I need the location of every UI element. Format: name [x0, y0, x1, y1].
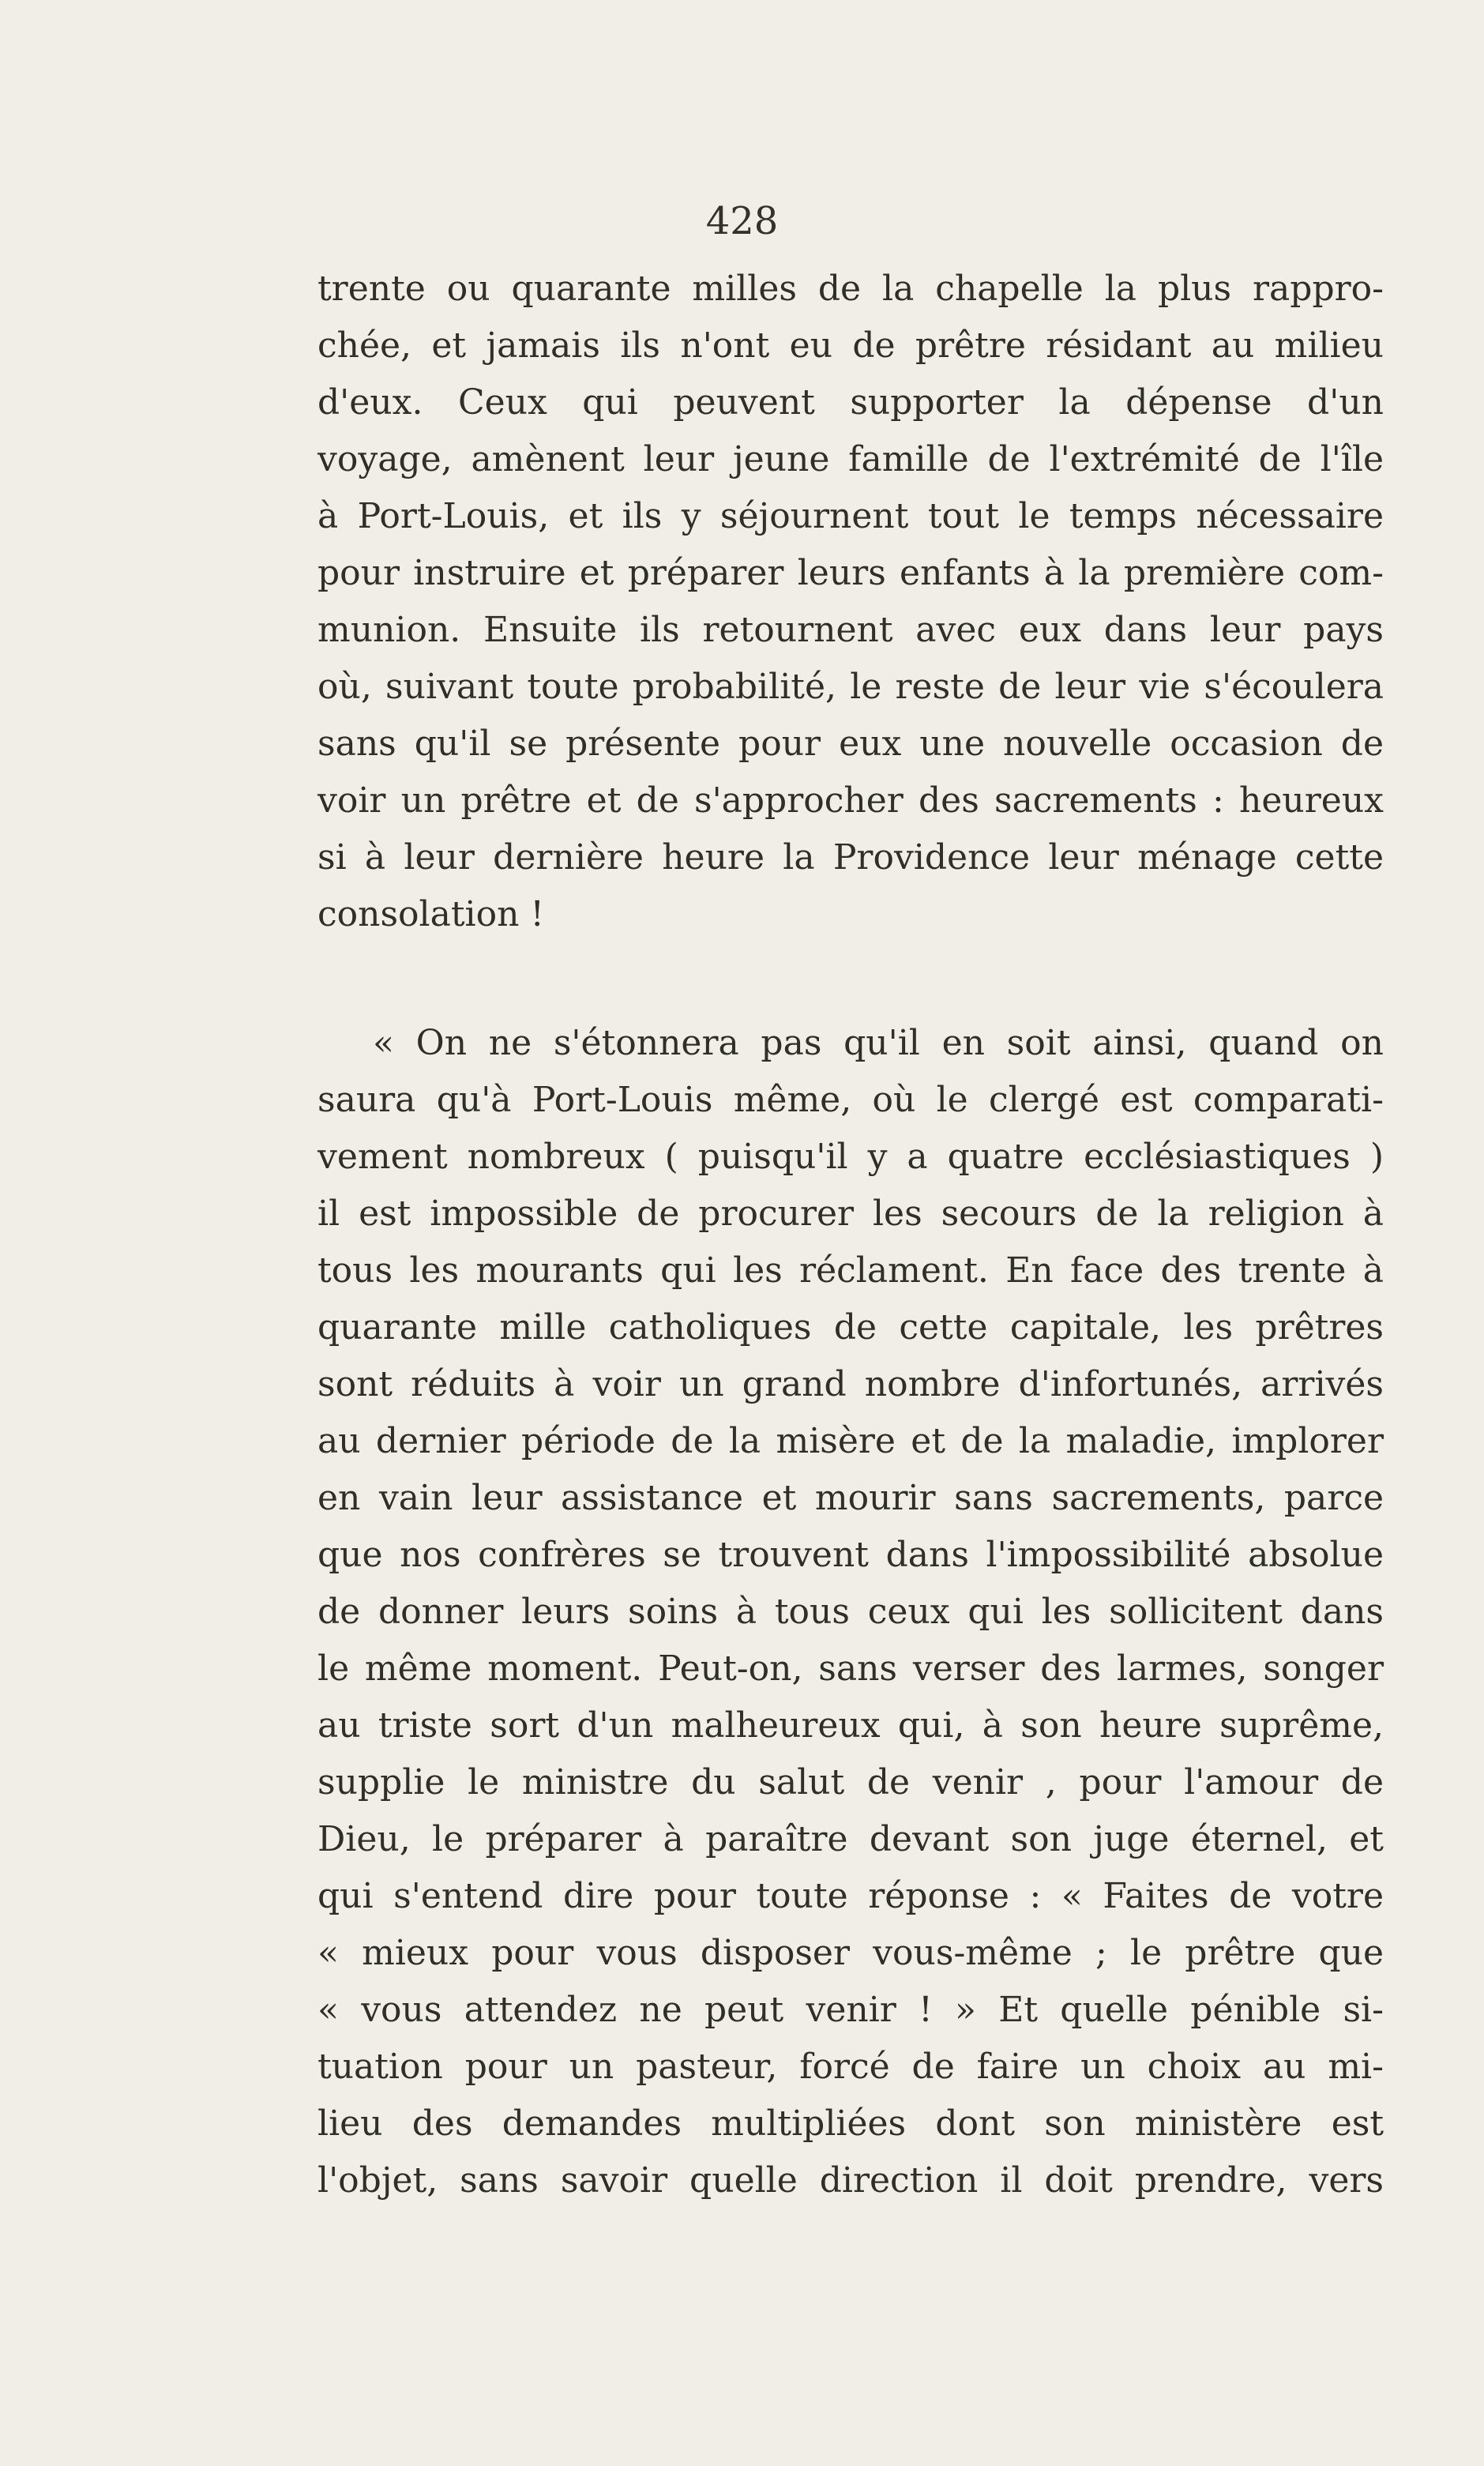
text-line: vement nombreux ( puisqu'il y a quatre ecclésiastiques )	[317, 1137, 1384, 1177]
text-line: voir un prêtre et de s'approcher des sacrements : heureux	[317, 780, 1384, 821]
text-line: chée, et jamais ils n'ont eu de prêtre résidant au milieu	[317, 325, 1384, 366]
text-line: munion. Ensuite ils retournent avec eux dans leur pays	[317, 610, 1384, 650]
text-line: « On ne s'étonnera pas qu'il en soit ainsi, quand on	[373, 1023, 1384, 1063]
text-line: d'eux. Ceux qui peuvent supporter la dépense d'un	[317, 382, 1384, 423]
text-line: qui s'entend dire pour toute réponse : « Faites de votre	[317, 1876, 1384, 1916]
text-line: Dieu, le préparer à paraître devant son juge éternel, et	[317, 1819, 1384, 1859]
page-number: 428	[705, 199, 779, 243]
text-line: en vain leur assistance et mourir sans sacrements, parce	[317, 1478, 1384, 1518]
text-line: pour instruire et préparer leurs enfants à la première com-	[317, 553, 1384, 593]
text-line: sont réduits à voir un grand nombre d'infortunés, arrivés	[317, 1364, 1384, 1404]
text-line: tuation pour un pasteur, forcé de faire un choix au mi-	[317, 2047, 1384, 2087]
text-line: sans qu'il se présente pour eux une nouvelle occasion de	[317, 724, 1384, 764]
text-line: il est impossible de procurer les secours de la religion à	[317, 1194, 1384, 1234]
text-line: où, suivant toute probabilité, le reste de leur vie s'écoulera	[317, 667, 1384, 707]
text-line: tous les mourants qui les réclament. En face des trente à	[317, 1250, 1384, 1291]
text-line: supplie le ministre du salut de venir , pour l'amour de	[317, 1762, 1384, 1803]
text-line: « mieux pour vous disposer vous-même ; le prêtre que	[317, 1933, 1384, 1973]
text-line: si à leur dernière heure la Providence leur ménage cette	[317, 837, 1384, 878]
text-line: lieu des demandes multipliées dont son ministère est	[317, 2103, 1384, 2144]
text-line: le même moment. Peut-on, sans verser des larmes, songer	[317, 1648, 1384, 1689]
text-line: consolation !	[317, 894, 545, 934]
text-line: voyage, amènent leur jeune famille de l'extrémité de l'île	[317, 439, 1384, 479]
text-line: au triste sort d'un malheureux qui, à son heure suprême,	[317, 1705, 1384, 1746]
text-line: saura qu'à Port-Louis même, où le clergé est comparati-	[317, 1080, 1384, 1120]
text-line: que nos confrères se trouvent dans l'impossibilité absolue	[317, 1535, 1384, 1575]
text-line: « vous attendez ne peut venir ! » Et quelle pénible si-	[317, 1990, 1384, 2030]
text-line: au dernier période de la misère et de la maladie, implorer	[317, 1421, 1384, 1461]
text-line: trente ou quarante milles de la chapelle la plus rappro-	[317, 269, 1384, 309]
text-line: quarante mille catholiques de cette capitale, les prêtres	[317, 1307, 1384, 1348]
text-line: à Port-Louis, et ils y séjournent tout le temps nécessaire	[317, 496, 1384, 536]
paragraph-1	[317, 261, 1384, 943]
text-line: l'objet, sans savoir quelle direction il doit prendre, vers	[317, 2160, 1384, 2201]
paragraph-2	[317, 1015, 1384, 2209]
text-line: de donner leurs soins à tous ceux qui les sollicitent dans	[317, 1592, 1384, 1632]
